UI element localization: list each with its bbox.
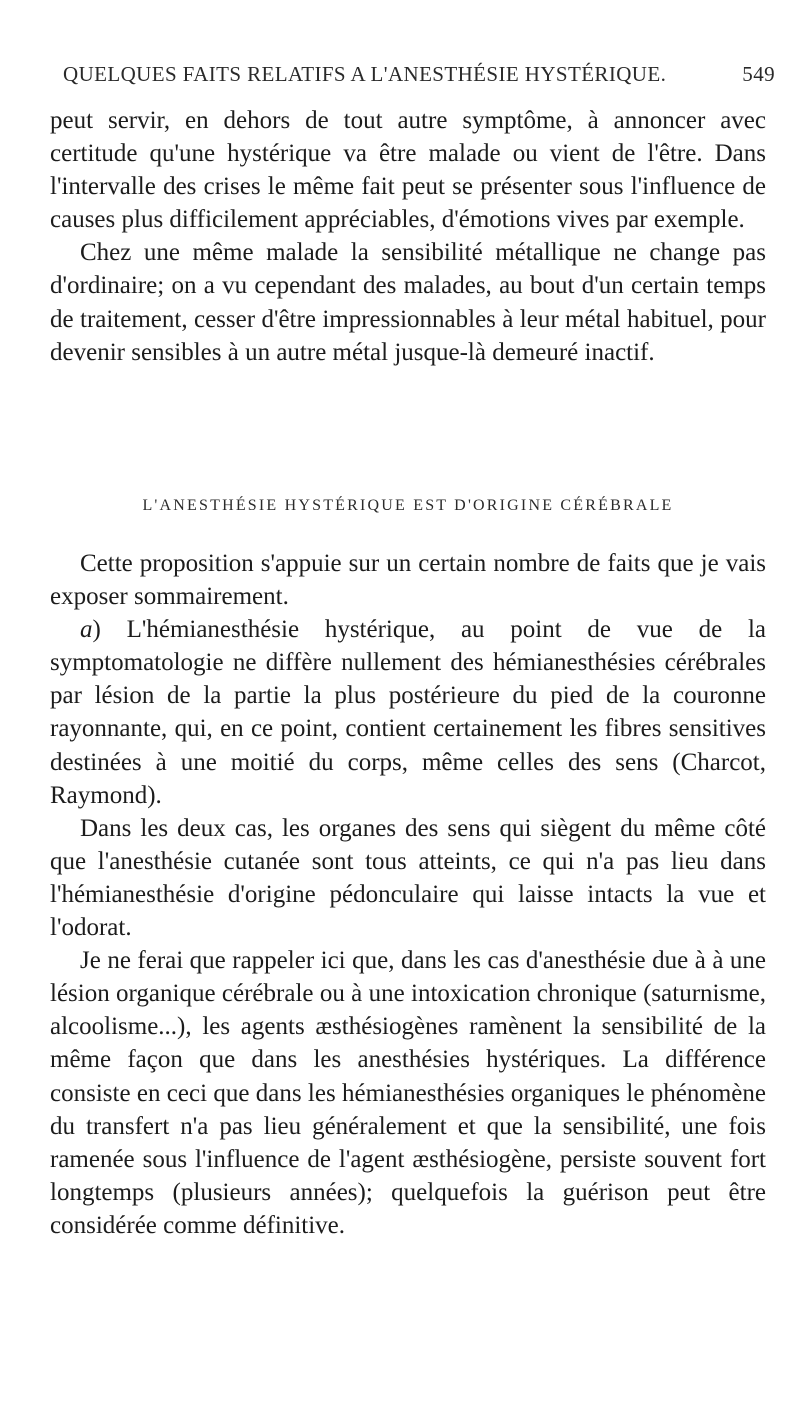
paragraph: Cette proposition s'appuie sur un certain nombre de faits que je vais exposer sommairement. [50, 550, 766, 611]
list-marker: a [80, 616, 93, 644]
paragraph-text: ) L'hémianesthésie hystérique, au point de vue de la symptomatologie ne diffère nullement des hémianesthésies cérébrales par lésion de la partie la plus postérieure du pied de la couronne rayonnante, qui, en ce point, contient certainement les fibres sensitives destinées à une moitié du corps, même celles des sens (Charcot, Raymond). [50, 616, 766, 809]
running-head [63, 62, 775, 92]
running-head-title: QUELQUES FAITS RELATIFS A L'ANESTHÉSIE HYSTÉRIQUE. [63, 62, 667, 86]
body-text-bottom [50, 547, 766, 1242]
paragraph: Je ne ferai que rappeler ici que, dans les cas d'anesthésie due à à une lésion organique cérébrale ou à une intoxication chronique (saturnisme, alcoolisme...), les agents æsthésiogènes ramènent la sensibilité de la même façon que dans les anesthésies hystériques. La différence consiste en ceci que dans les hémianesthésies organiques le phénomène du transfert n'a pas lieu généralement et que la sensibilité, une fois ramenée sous l'influence de l'agent æsthésiogène, persiste souvent fort longtemps (plusieurs années); quelquefois la guérison peut être considérée comme définitive. [50, 947, 766, 1239]
section-heading: L'ANESTHÉSIE HYSTÉRIQUE EST D'ORIGINE CÉRÉBRALE [142, 497, 674, 514]
page-number: 549 [742, 62, 775, 86]
paragraph: Dans les deux cas, les organes des sens qui siègent du même côté que l'anesthésie cutanée sont tous atteints, ce qui n'a pas lieu dans l'hémianesthésie d'origine pédonculaire qui laisse intacts la vue et l'odorat. [50, 814, 766, 942]
paragraph: Chez une même malade la sensibilité métallique ne change pas d'ordinaire; on a vu cependant des malades, au bout d'un certain temps de traitement, cesser d'être impressionnables à leur métal habituel, pour devenir sensibles à un autre métal jusque-là demeuré inactif. [50, 239, 766, 366]
body-text-top [50, 104, 766, 369]
paragraph [50, 613, 766, 812]
paragraph: peut servir, en dehors de tout autre symptôme, à annoncer avec certitude qu'une hystérique va être malade ou vient de l'être. Dans l'intervalle des crises le même fait peut se présenter sous l'influence de causes plus difficilement appréciables, d'émotions vives par exemple. [50, 107, 766, 234]
